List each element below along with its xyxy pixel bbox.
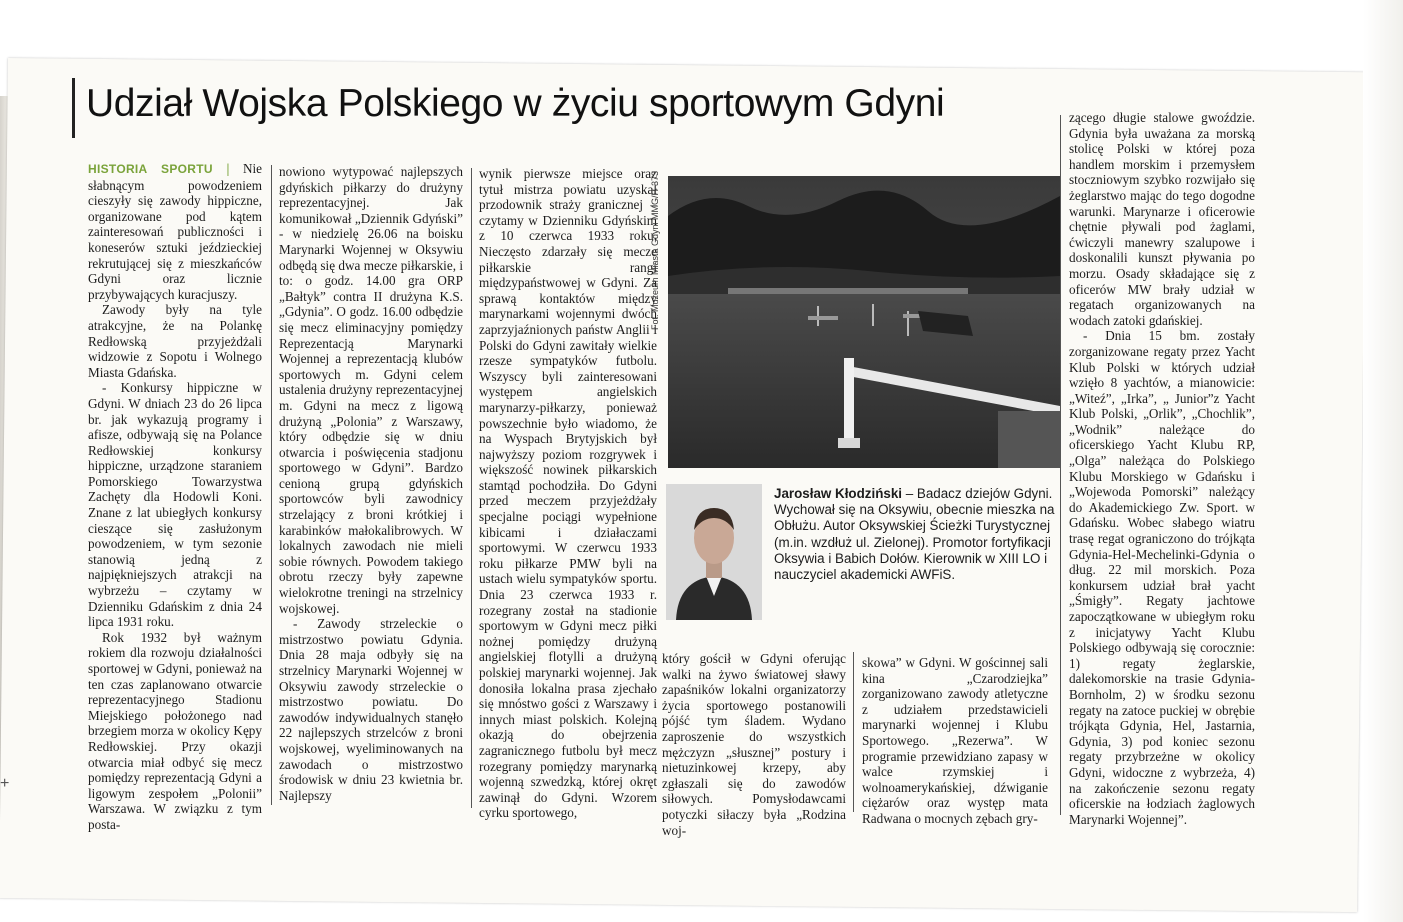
article-column-6 <box>1069 110 1255 827</box>
author-portrait <box>666 484 762 620</box>
paragraph: skowa” w Gdyni. W gościnnej sali kina „Czarodziejka” zorganizowano zawody atletyczne z udziałem przedstawicieli marynarki wojennej i Klubu Sportowego. „Rezerwa”. W programie przewidziano zapasy w walce rzymskiej i wolnoamerykańskiej, dźwiganie ciężarów oraz występ mata Radwana o mocnych zębach gry- <box>862 655 1048 826</box>
kicker-separator: | <box>226 161 230 176</box>
paragraph: Zawody były na tyle atrakcyjne, że na Polankę Redłowską przyjeżdżali widzowie z Sopotu i Wolnego Miasta Gdańska. <box>88 302 262 380</box>
column-rule <box>853 652 854 812</box>
paragraph: - Dnia 15 bm. zostały zorganizowane regaty przez Yacht Klub Polski w których udział wzięło 8 yachtów, a mianowicie: „Witeź”, „Irka”, „ Junior”z Yacht Klub Polski, „Orlik”, „Chochlik”, „Wodnik” należące do oficerskiego Yacht Klubu RP, „Olga” należąca do Polskiego Klubu Morskiego w Gdańsku i „Wojewoda Pomorski” należący do Akademickiego Zw. Sport. w Gdańsku. Wobec słabego wiatru trasę regat ograniczono do trójkąta Gdynia-Hel-Mechelinki-Gdynia o dług. 22 mil morskich. Poza konkursem udział brał yacht „Śmigły”. Regaty jachtowe zapoczątkowane w ubiegłym roku z inicjatywy Yacht Klubu Polskiego odbywają się corocznie: 1) regaty żeglarskie, dalekomorskie na trasie Gdynia-Bornholm, 2) w środku sezonu regaty na zatoce puckiej w obrębie trójkąta Gdynia, Hel, Jastarnia, Gdynia, 3) pod koniec sezonu regaty przybrzeżne w okolicy Gdyni, widoczne z wybrzeża, 4) na zakończenie sezonu regaty oficerskie na łodziach żaglowych Marynarki Wojennej”. <box>1069 328 1255 827</box>
author-bio <box>774 486 1068 583</box>
lead-text: Nie słabnącym powodzeniem cieszyły się zawody hippiczne, organizowane pod kątem zainteresowań publiczności i koneserów sztuki jeździeckiej rekrutującej się z mieszkańców Gdyni oraz licznie przybywających kuracjuszy. <box>88 161 262 302</box>
column-rule <box>1060 115 1061 815</box>
lead-paragraph <box>88 161 262 302</box>
article-column-2 <box>279 164 463 803</box>
photo-icon <box>668 176 1060 468</box>
article-column-4 <box>662 651 846 838</box>
paragraph: - Konkursy hippiczne w Gdyni. W dniach 23 do 26 lipca br. jak wykazują programy i afisze, odbywają się na Polance Redłowskiej konkursy hippiczne, urządzone staraniem Pomorskiego Towarzystwa Zachęty dla Hodowli Koni. Znane z lat ubiegłych konkursy cieszące się zasłużonym powodzeniem, w tym sezonie stanowią jedną z najpiękniejszych atrakcji na wybrzeżu – czytamy w Dzienniku Gdańskim z dnia 24 lipca 1931 roku. <box>88 380 262 630</box>
column-rule <box>471 168 472 808</box>
article-title: Udział Wojska Polskiego w życiu sportowym Gdyni <box>86 82 945 125</box>
photo-caption: Fot. Muzeum Miasta Gdyni MMG/H-373 <box>650 170 660 330</box>
author-name: Jarosław Kłodziński <box>774 486 902 501</box>
scan-right-edge <box>1363 0 1403 922</box>
article-column-3 <box>479 166 657 821</box>
article-column-5 <box>862 655 1048 827</box>
column-rule <box>271 165 272 805</box>
article-column-1 <box>88 161 262 833</box>
author-description: – Badacz dziejów Gdyni. Wychował się na Oksywiu, obecnie mieszka na Obłużu. Autor Oksywskiej Ścieżki Turystycznej (m.in. wzdłuż ul. Zielonej). Promotor fortyfikacji Oksywia i Babich Dołów. Kierownik w XIII LO i nauczyciel akademicki AWFiS. <box>774 486 1055 583</box>
title-rule <box>72 78 75 138</box>
registration-mark: + <box>0 775 10 792</box>
paragraph: - Zawody strzeleckie o mistrzostwo powiatu Gdynia. Dnia 28 maja odbyły się na strzelnicy Marynarki Wojennej w Oksywiu zawody strzeleckie o mistrzostwo powiatu. Do zawodów indywidualnych stanęło 22 najlepszych strzelców z broni wojskowej, wyeliminowanych na zawodach o mistrzostwo środowisk w dniu 23 kwietnia br. Najlepszy <box>279 616 463 803</box>
paragraph: nowiono wytypować najlepszych gdyńskich piłkarzy do drużyny reprezentacyjnej. Jak komunikował „Dziennik Gdyński” - w niedzielę 26.06 na boisku Marynarki Wojennej w Oksywiu odbędą się dwa mecze piłkarskie, i to: o godz. 14.00 gra ORP „Bałtyk” contra II drużyna K.S. „Gdynia”. O godz. 16.00 odbędzie się mecz eliminacyjny pomiędzy Reprezentacją Marynarki Wojennej a reprezentacją klubów sportowych m. Gdyni celem ustalenia drużyny reprezentacyjnej m. Gdyni na mecz z ligową drużyną „Polonia” z Warszawy, który odbędzie się w dniu otwarcia i poświęcenia stadjonu sportowego w Gdyni”. Bardzo cenioną grupą gdyńskich sportowców byli zawodnicy strzelający z broni krótkiej i karabinków małokalibrowych. W lokalnych zawodach nie mieli sobie równych. Powodem takiego obrotu rzeczy były zapewne wielokrotne treningi na strzelnicy wojskowej. <box>279 164 463 616</box>
paragraph: Rok 1932 był ważnym rokiem dla rozwoju działalności sportowej w Gdyni, ponieważ na ten czas zaplanowano otwarcie reprezentacyjnego Stadionu Miejskiego położonego nad brzegiem morza w okolicy Kępy Redłowskiej. Przy okazji otwarcia miał odbyć się mecz pomiędzy reprezentacją Gdyni a ligowym zespołem „Polonii” Warszawa. W związku z tym posta- <box>88 629 262 832</box>
section-kicker: HISTORIA SPORTU <box>88 162 213 176</box>
paragraph: który gościł w Gdyni oferując walki na żywo światowej sławy zapaśników lokalni organizatorzy życia sportowego postanowili pójść tym śladem. Wydano zaproszenie do wszystkich mężczyzn „słusznej” postury i nietuzinkowej krzepy, aby zgłaszali się do zawodów siłowych. Pomysłodawcami potyczki siłaczy była „Rodzina woj- <box>662 651 846 838</box>
portrait-icon <box>666 484 762 620</box>
paragraph: wynik pierwsze miejsce oraz tytuł mistrza powiatu uzyskał przodownik straży granicznej – czytamy w Dzienniku Gdyńskim z 10 czerwca 1933 roku. Nieczęsto zdarzały się mecze piłkarskie rangi międzypaństwowej w Gdyni. Za sprawą kontaktów między marynarkami wojennymi dwóch zaprzyjaźnionych państw Anglii i Polski do Gdyni zawitały wielkie rzesze sympatyków futbolu. Wszyscy byli zainteresowani występem angielskich marynarzy-piłkarzy, ponieważ powszechnie było wiadomo, że na Wyspach Brytyjskich był najwyższy poziom rozgrywek i większość nowinek piłkarskich stamtąd pochodziła. Do Gdyni przed meczem przyjeżdżały specjalne pociągi wypełnione kibicami i działaczami sportowymi. W czerwcu 1933 roku piłkarze PMW byli na ustach wielu sympatyków sportu. Dnia 23 czerwca 1933 r. rozegrany został na stadionie sportowym w Gdyni mecz piłki nożnej pomiędzy drużyną angielskiej flotylli a drużyną polskiej marynarki wojennej. Jak donosiła lokalna prasa zjechało się mnóstwo gości z Warszawy i innych miast polskich. Kolejną okazją do obejrzenia zagranicznego futbolu był mecz rozegrany pomiędzy marynarką wojenną szwedzką, której okręt zawinął do Gdyni. Wzorem cyrku sportowego, <box>479 166 657 821</box>
paragraph: zącego długie stalowe gwoździe. Gdynia była uważana za morską stolicę Polski w której poza handlem morskim i przemysłem stoczniowym szybko rozwijało się żeglarstwo mając do tego dogodne warunki. Marynarze i oficerowie chętnie pływali pod żaglami, ćwiczyli manewry szalupowe i doskonalili kunszt pływania po morzu. Osady składające się z oficerów MW brały udział w regatach organizowanych na wodach zatoki gdańskiej. <box>1069 110 1255 328</box>
equestrian-photo <box>668 176 1060 468</box>
